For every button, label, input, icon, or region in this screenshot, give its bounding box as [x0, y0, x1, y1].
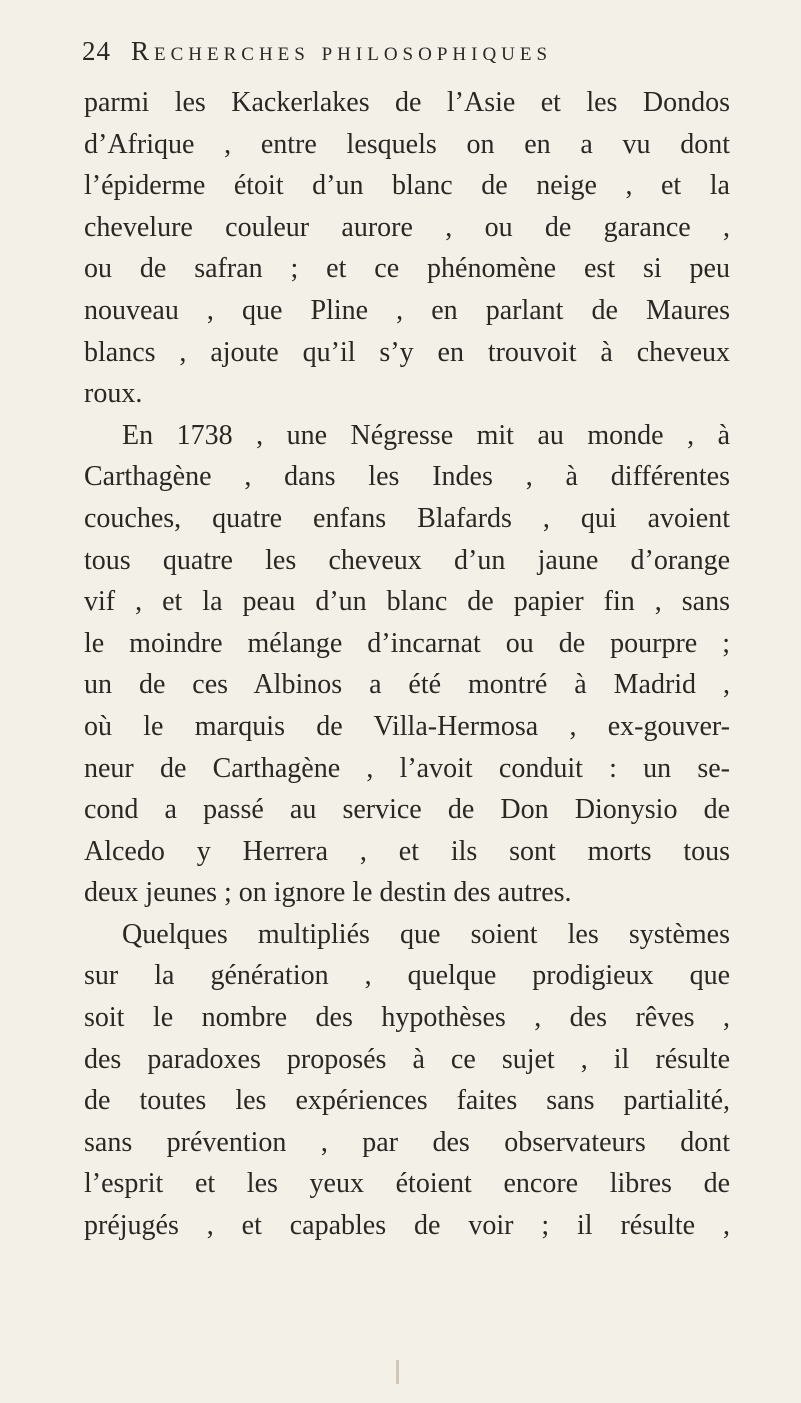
text-line: d’Afrique , entre lesquels on en a vu dont: [84, 128, 730, 160]
text-line: de toutes les expériences faites sans partialité,: [84, 1085, 730, 1117]
text-line: couches, quatre enfans Blafards , qui avoient: [84, 502, 730, 534]
text-line: cond a passé au service de Don Dionysio de: [84, 794, 730, 826]
margin-mark: [396, 1360, 399, 1384]
text-line: le moindre mélange d’incarnat ou de pourpre ;: [84, 627, 730, 659]
text-line: où le marquis de Villa-Hermosa , ex-gouver-: [84, 710, 730, 742]
page-number: 24: [82, 36, 111, 66]
text-line: Carthagène , dans les Indes , à différentes: [84, 461, 730, 493]
text-line: En 1738 , une Négresse mit au monde , à: [122, 419, 730, 451]
text-line: préjugés , et capables de voir ; il résulte ,: [84, 1210, 730, 1242]
text-line: nouveau , que Pline , en parlant de Maures: [84, 294, 730, 326]
text-line: deux jeunes ; on ignore le destin des autres.: [84, 877, 572, 909]
text-line: Quelques multipliés que soient les systèmes: [122, 918, 730, 950]
running-title: Recherches philosophiques: [131, 36, 553, 66]
text-line: neur de Carthagène , l’avoit conduit : un se-: [84, 752, 730, 784]
text-line: parmi les Kackerlakes de l’Asie et les Dondos: [84, 87, 730, 118]
text-line: tous quatre les cheveux d’un jaune d’orange: [84, 544, 730, 576]
running-head: [82, 36, 762, 80]
text-line: soit le nombre des hypothèses , des rêves ,: [84, 1002, 730, 1034]
text-line: roux.: [84, 378, 143, 410]
body-text: [84, 82, 730, 1247]
text-line: blancs , ajoute qu’il s’y en trouvoit à cheveux: [84, 336, 730, 368]
text-line: l’esprit et les yeux étoient encore libres de: [84, 1168, 730, 1200]
text-line: Alcedo y Herrera , et ils sont morts tous: [84, 835, 730, 867]
text-line: un de ces Albinos a été montré à Madrid ,: [84, 669, 730, 701]
text-line: sans prévention , par des observateurs dont: [84, 1126, 730, 1158]
text-line: l’épiderme étoit d’un blanc de neige , et la: [84, 170, 730, 202]
text-line: ou de safran ; et ce phénomène est si peu: [84, 253, 730, 285]
text-line: sur la génération , quelque prodigieux que: [84, 960, 730, 992]
text-line: vif , et la peau d’un blanc de papier fin , sans: [84, 586, 730, 618]
text-line: des paradoxes proposés à ce sujet , il résulte: [84, 1043, 730, 1075]
text-line: chevelure couleur aurore , ou de garance ,: [84, 211, 730, 243]
